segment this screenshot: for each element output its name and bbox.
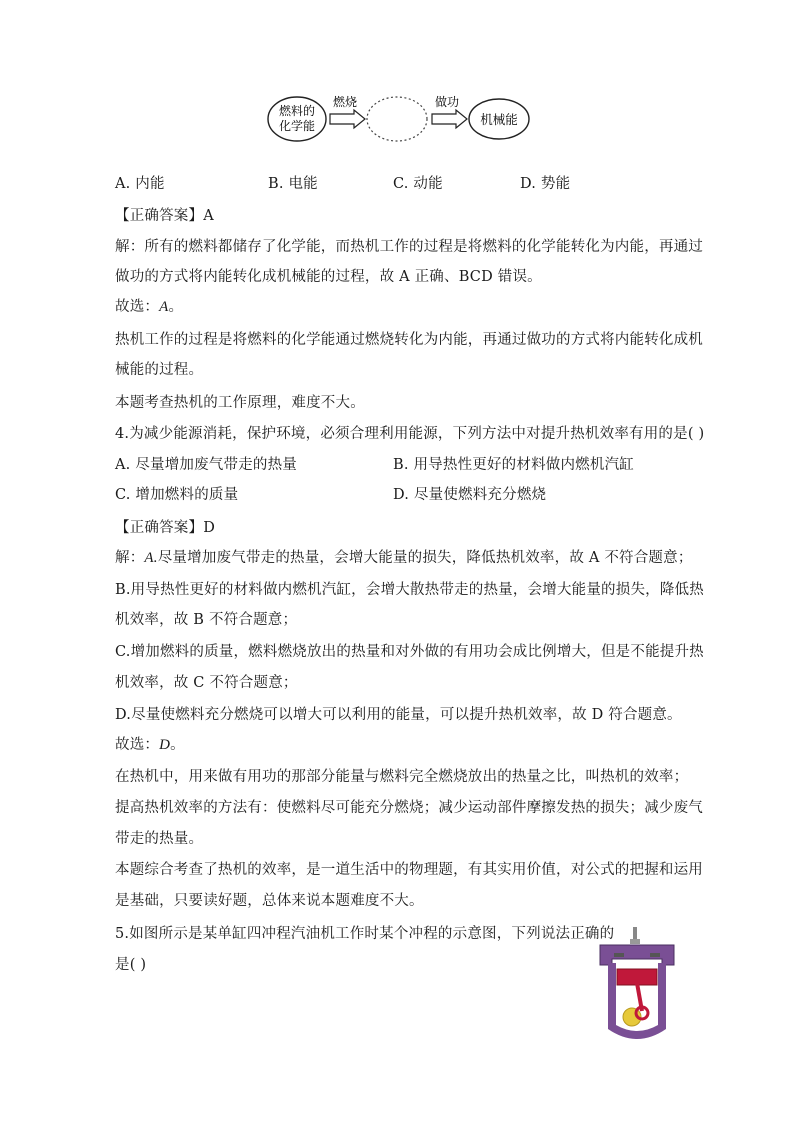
q4-option-a: A. 尽量增加废气带走的热量 xyxy=(115,457,297,473)
q4-sol-letter: A. xyxy=(144,550,158,566)
q4-answer: 【正确答案】D xyxy=(115,520,216,536)
q4-analysis-line-5: 是基础，只要读好题，总体来说本题难度不大。 xyxy=(115,893,424,909)
q4-stem: 4.为减少能源消耗，保护环境，必须合理利用能源，下列方法中对提升热机效率有用的是( ) xyxy=(115,426,705,442)
arrow2-label: 做功 xyxy=(434,95,460,109)
q4-sol-prefix: 解： xyxy=(115,550,145,566)
q3-choose xyxy=(115,297,183,317)
q4-solution-line-5: 机效率，故 C 不符合题意； xyxy=(115,675,298,691)
q3-choose-letter: A xyxy=(159,299,169,315)
q4-solution-line-6: D.尽量使燃料充分燃烧可以增大可以利用的能量，可以提升热机效率，故 D 符合题意。 xyxy=(115,707,682,723)
fuel-node-line1: 燃料的 xyxy=(278,104,316,118)
spark-plug xyxy=(633,927,637,941)
cylinder-wall-left xyxy=(608,963,616,1001)
q3-analysis-line-1: 热机工作的过程是将燃料的化学能通过燃烧转化为内能，再通过做功的方式将内能转化成机 xyxy=(115,332,703,348)
cylinder-head xyxy=(600,945,674,965)
piston xyxy=(617,969,657,985)
q3-analysis-line-2: 械能的过程。 xyxy=(115,362,204,378)
fuel-node-line2: 化学能 xyxy=(278,119,316,133)
q4-sol-first: 尽量增加废气带走的热量，会增大能量的损失，降低热机效率，故 A 不符合题意； xyxy=(157,550,693,566)
q4-option-c: C. 增加燃料的质量 xyxy=(115,487,239,503)
q3-answer: 【正确答案】A xyxy=(115,208,214,224)
q4-solution-line-4: C.增加燃料的质量，燃料燃烧放出的热量和对外做的有用功会成比例增大，但是不能提升热 xyxy=(115,644,704,660)
mechanical-node-label: 机械能 xyxy=(480,112,518,127)
q3-option-a: A. 内能 xyxy=(115,176,165,192)
arrow2-shape xyxy=(432,110,467,128)
q4-analysis-line-2: 提高热机效率的方法有：使燃料尽可能充分燃烧；减少运动部件摩擦发热的损失；减少废气 xyxy=(115,800,703,816)
q4-solution-line-1 xyxy=(115,548,693,568)
q4-analysis-line-3: 带走的热量。 xyxy=(115,831,204,847)
q3-solution-line-2: 做功的方式将内能转化成机械能的过程，故 A 正确、BCD 错误。 xyxy=(115,269,542,285)
arrow1-label: 燃烧 xyxy=(332,95,358,109)
q3-solution-line-1: 解：所有的燃料都储存了化学能，而热机工作的过程是将燃料的化学能转化为内能，再通过 xyxy=(115,239,703,255)
q4-solution-line-2: B.用导热性更好的材料做内燃机汽缸，会增大散热带走的热量，会增大能量的损失，降低热 xyxy=(115,582,704,598)
arrow1-shape xyxy=(330,110,365,128)
q4-choose-suffix: 。 xyxy=(170,737,185,753)
q4-option-d: D. 尽量使燃料充分燃烧 xyxy=(393,487,547,503)
q4-analysis-line-1: 在热机中，用来做有用功的那部分能量与燃料完全燃烧放出的热量之比，叫热机的效率； xyxy=(115,769,689,785)
q3-choose-suffix: 。 xyxy=(168,299,184,315)
q4-option-b: B. 用导热性更好的材料做内燃机汽缸 xyxy=(393,457,634,473)
q4-choose-prefix: 故选： xyxy=(115,737,160,753)
cylinder-wall-right xyxy=(658,963,666,1001)
q4-choose xyxy=(115,735,185,755)
q3-option-d: D. 势能 xyxy=(520,176,571,192)
q3-option-c: C. 动能 xyxy=(393,176,443,192)
q3-option-b: B. 电能 xyxy=(268,176,318,192)
q5-stem-line-1: 5.如图所示是某单缸四冲程汽油机工作时某个冲程的示意图，下列说法正确的 xyxy=(115,926,615,942)
q5-stem-line-2: 是( ) xyxy=(115,957,147,973)
q4-solution-line-3: 机效率，故 B 不符合题意； xyxy=(115,612,298,628)
blank-energy-node xyxy=(367,97,427,141)
q3-choose-prefix: 故选： xyxy=(115,299,160,315)
engine-stroke-figure xyxy=(592,925,682,1045)
q4-analysis-line-4: 本题综合考查了热机的效率，是一道生活中的物理题，有其实用价值，对公式的把握和运用 xyxy=(115,862,703,878)
q4-choose-letter: D xyxy=(159,737,171,753)
energy-flow-diagram xyxy=(262,92,542,148)
q3-analysis-line-3: 本题考查热机的工作原理，难度不大。 xyxy=(115,395,365,411)
